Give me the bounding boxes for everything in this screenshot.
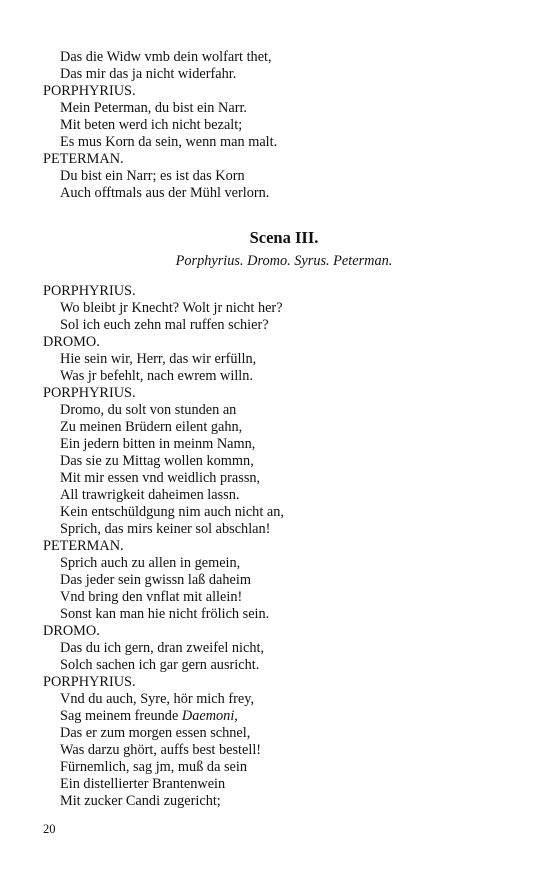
verse-line: [43, 572, 513, 589]
verse-line: [43, 725, 513, 742]
verse-line: [43, 776, 513, 793]
line-text: PETERMAN.: [43, 538, 124, 554]
scene-title: Scena III.: [249, 228, 319, 247]
line-text: Was darzu ghört, auffs best bestell!: [60, 742, 262, 758]
verse-line: [43, 487, 513, 504]
dialogue-block-scene-three: [43, 283, 513, 810]
page-number: 20: [43, 822, 56, 836]
verse-line: [43, 317, 513, 334]
speaker-name: [43, 385, 513, 402]
line-text: Sprich auch zu allen in gemein,: [60, 555, 241, 571]
line-text: Das mir das ja nicht widerfahr.: [60, 66, 237, 82]
verse-line: [43, 793, 513, 810]
speaker-name: [43, 334, 513, 351]
line-text: Das jeder sein gwissn laß daheim: [60, 572, 251, 588]
speaker-name: [43, 283, 513, 300]
verse-line: [43, 759, 513, 776]
line-text: Das du ich gern, dran zweifel nicht,: [60, 640, 265, 656]
line-text: Ein jedern bitten in meinm Namn,: [60, 436, 256, 452]
scene-cast-list: Porphyrius. Dromo. Syrus. Peterman.: [175, 253, 393, 269]
line-text: Dromo, du solt von stunden an: [60, 402, 237, 418]
line-text: Sonst kan man hie nicht frölich sein.: [60, 606, 270, 622]
verse-line: [43, 640, 513, 657]
line-text: Sag meinem freunde: [60, 708, 182, 724]
line-text: PETERMAN.: [43, 151, 124, 167]
verse-line: [43, 300, 513, 317]
speaker-name: [43, 83, 513, 100]
speaker-name: [43, 151, 513, 168]
dialogue-block-before-scene: [43, 49, 513, 202]
spacer: [43, 272, 513, 283]
verse-line: [43, 453, 513, 470]
verse-line: [43, 351, 513, 368]
verse-line: [43, 368, 513, 385]
line-text: Das er zum morgen essen schnel,: [60, 725, 251, 741]
line-text: Sol ich euch zehn mal ruffen schier?: [60, 317, 269, 333]
line-text: Das die Widw vmb dein wolfart thet,: [60, 49, 272, 65]
verse-line: [43, 100, 513, 117]
verse-line: [43, 504, 513, 521]
line-text: Auch offtmals aus der Mühl verlorn.: [60, 185, 270, 201]
line-text: Vnd du auch, Syre, hör mich frey,: [60, 691, 255, 707]
verse-line: [43, 708, 513, 725]
line-text: DROMO.: [43, 623, 100, 639]
verse-line: [43, 402, 513, 419]
line-text: Solch sachen ich gar gern ausricht.: [60, 657, 260, 673]
italic-name: Daemoni,: [181, 708, 238, 724]
line-text: All trawrigkeit daheimen lassn.: [60, 487, 240, 503]
verse-line: [43, 134, 513, 151]
line-text: DROMO.: [43, 334, 100, 350]
line-text: Zu meinen Brüdern eilent gahn,: [60, 419, 243, 435]
line-text: Kein entschüldgung nim auch nicht an,: [60, 504, 284, 520]
line-text: Fürnemlich, sag jm, muß da sein: [60, 759, 248, 775]
speaker-name: [43, 538, 513, 555]
speaker-name: [43, 623, 513, 640]
verse-line: [43, 436, 513, 453]
spacer: [43, 202, 513, 226]
line-text: Wo bleibt jr Knecht? Wolt jr nicht her?: [60, 300, 283, 316]
line-text: Das sie zu Mittag wollen kommn,: [60, 453, 254, 469]
line-text: Mit mir essen vnd weidlich prassn,: [60, 470, 261, 486]
line-text: Hie sein wir, Herr, das wir erfülln,: [60, 351, 257, 367]
verse-line: [43, 606, 513, 623]
verse-line: [43, 117, 513, 134]
line-text: PORPHYRIUS.: [43, 385, 136, 401]
line-text: Ein distellierter Brantenwein: [60, 776, 226, 792]
line-text: Sprich, das mirs keiner sol abschlan!: [60, 521, 271, 537]
verse-line: [43, 657, 513, 674]
line-text: PORPHYRIUS.: [43, 674, 136, 690]
verse-line: [43, 589, 513, 606]
verse-line: [43, 66, 513, 83]
verse-line: [43, 555, 513, 572]
verse-line: [43, 742, 513, 759]
line-text: Es mus Korn da sein, wenn man malt.: [60, 134, 278, 150]
verse-line: [43, 185, 513, 202]
line-text: PORPHYRIUS.: [43, 283, 136, 299]
line-text: PORPHYRIUS.: [43, 83, 136, 99]
line-text: Vnd bring den vnflat mit allein!: [60, 589, 243, 605]
line-text: Mit beten werd ich nicht bezalt;: [60, 117, 243, 133]
line-text: Was jr befehlt, nach ewrem willn.: [60, 368, 253, 384]
verse-line: [43, 49, 513, 66]
verse-line: [43, 419, 513, 436]
verse-line: [43, 470, 513, 487]
text-page: [43, 49, 513, 810]
verse-line: [43, 168, 513, 185]
line-text: Mit zucker Candi zugericht;: [60, 793, 221, 809]
line-text: Du bist ein Narr; es ist das Korn: [60, 168, 245, 184]
verse-line: [43, 521, 513, 538]
verse-line: [43, 691, 513, 708]
speaker-name: [43, 674, 513, 691]
line-text: Mein Peterman, du bist ein Narr.: [60, 100, 248, 116]
